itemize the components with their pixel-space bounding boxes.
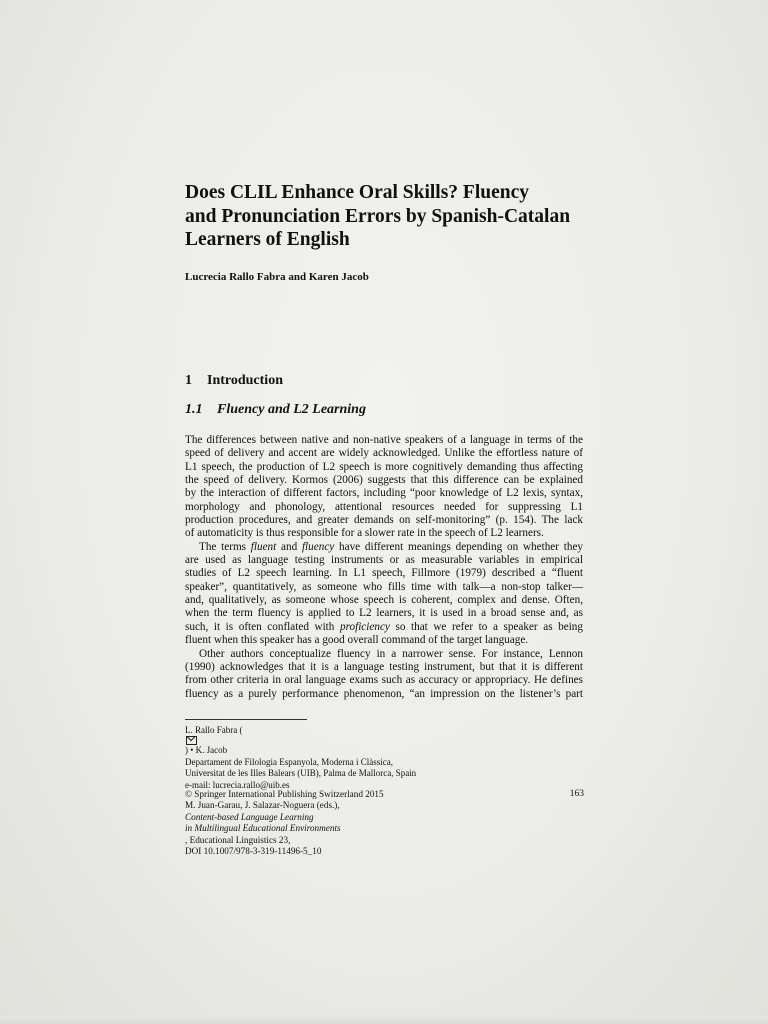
- affiliation-line: Universitat de les Illes Balears (UIB), Palma de Mallorca, Spain: [185, 768, 417, 779]
- paragraph: [185, 648, 583, 701]
- text-fragment: so that we refer to a speaker as being: [389, 620, 583, 633]
- text-line: speed of delivery and accent are widely acknowledged. Unlike the effortless nature of: [185, 447, 583, 460]
- envelope-icon: [186, 736, 197, 745]
- text-line: [185, 541, 583, 554]
- emphasis-term: fluency: [301, 540, 335, 553]
- body-text: [185, 434, 583, 701]
- text-line: The differences between native and non-native speakers of a language in terms of the: [185, 434, 583, 446]
- title-line: and Pronunciation Errors by Spanish-Catalan: [185, 205, 571, 227]
- title-line: Does CLIL Enhance Oral Skills? Fluency: [185, 182, 530, 203]
- footnote-divider: [185, 719, 307, 720]
- text-line: L1 speech, the production of L2 speech is more cognitively demanding thus affecting: [185, 460, 583, 473]
- text-line: production procedures, and greater demands on self-monitoring” (p. 154). The lack: [185, 514, 583, 527]
- paragraph: [185, 541, 583, 648]
- text-line: morphology and phonology, attentional resources needed for suppressing L1: [185, 500, 583, 513]
- text-line: by the interaction of different factors, including “poor knowledge of L2 lexis, syntax,: [185, 487, 583, 500]
- text-fragment: have different meanings depending on whether they: [334, 540, 584, 553]
- section-number: 1: [185, 373, 192, 388]
- text-line: (1990) acknowledges that it is a language testing instrument, but that it is different: [185, 660, 583, 673]
- emphasis-term: fluent: [250, 540, 277, 553]
- text-line: fluent when this speaker has a good overall command of the target language.: [185, 634, 529, 647]
- text-line: are used as language testing instruments or as measurable variables in empirical: [185, 554, 583, 567]
- email-line: e-mail: lucrecia.rallo@uib.es: [185, 779, 290, 790]
- citation-line: [185, 823, 583, 846]
- copyright-line: © Springer International Publishing Switzerland 2015: [185, 789, 384, 799]
- text-fragment: ) • K. Jacob: [185, 745, 228, 756]
- text-fragment: and: [276, 540, 302, 553]
- text-line: from other criteria in oral language exams such as accuracy or appropriacy. He defines: [185, 674, 583, 687]
- affiliation-line: Departament de Filologia Espanyola, Moderna i Clàssica,: [185, 756, 393, 767]
- chapter-title: [185, 181, 625, 252]
- text-line: fluency as a purely performance phenomenon, “an impression on the listener’s part: [185, 687, 583, 700]
- author-affiliation-footnote: [185, 725, 583, 791]
- subsection-heading: [185, 402, 366, 418]
- subsection-title: Fluency and L2 Learning: [217, 402, 366, 417]
- text-line: and, qualitatively, as someone whose speech is coherent, complex and dense. Often,: [185, 594, 583, 607]
- text-line: of automaticity is thus responsible for a slower rate in the speech of L2 learners.: [185, 527, 544, 540]
- page-number: 163: [569, 789, 584, 799]
- title-line: Learners of English: [185, 229, 350, 250]
- text-line: speaker”, quantitatively, as someone who fills time with talk—a non-stop talker—: [185, 580, 583, 593]
- emphasis-term: proficiency: [339, 620, 390, 633]
- text-line: studies of L2 speech learning. In L1 speech, Fillmore (1979) described a “fluent: [185, 567, 583, 580]
- citation-line: [185, 800, 583, 823]
- section-title: Introduction: [207, 373, 283, 388]
- text-line: [185, 621, 583, 634]
- text-fragment: , Educational Linguistics 23,: [185, 834, 291, 845]
- section-heading: [185, 373, 283, 389]
- book-title: in Multilingual Educational Environments: [185, 823, 341, 834]
- author-list: Lucrecia Rallo Fabra and Karen Jacob: [185, 271, 369, 283]
- text-fragment: such, it is often conflated with: [185, 620, 340, 633]
- paragraph: [185, 434, 583, 541]
- text-fragment: L. Rallo Fabra (: [185, 725, 243, 735]
- book-title: Content-based Language Learning: [185, 811, 314, 822]
- scan-edge: [0, 1016, 768, 1024]
- text-line: the speed of delivery. Kormos (2006) suggests that this difference can be explained: [185, 474, 583, 487]
- copyright-block: [185, 789, 583, 857]
- subsection-number: 1.1: [185, 402, 203, 417]
- text-line: when the term fluency is applied to L2 learners, it is used in a broad sense and, as: [185, 607, 583, 620]
- text-line: Other authors conceptualize fluency in a narrower sense. For instance, Lennon: [199, 647, 583, 660]
- text-fragment: The terms: [199, 540, 251, 553]
- footnote-authors: [185, 725, 583, 757]
- doi-line: DOI 10.1007/978-3-319-11496-5_10: [185, 846, 322, 857]
- text-fragment: M. Juan-Garau, J. Salazar-Noguera (eds.),: [185, 800, 340, 811]
